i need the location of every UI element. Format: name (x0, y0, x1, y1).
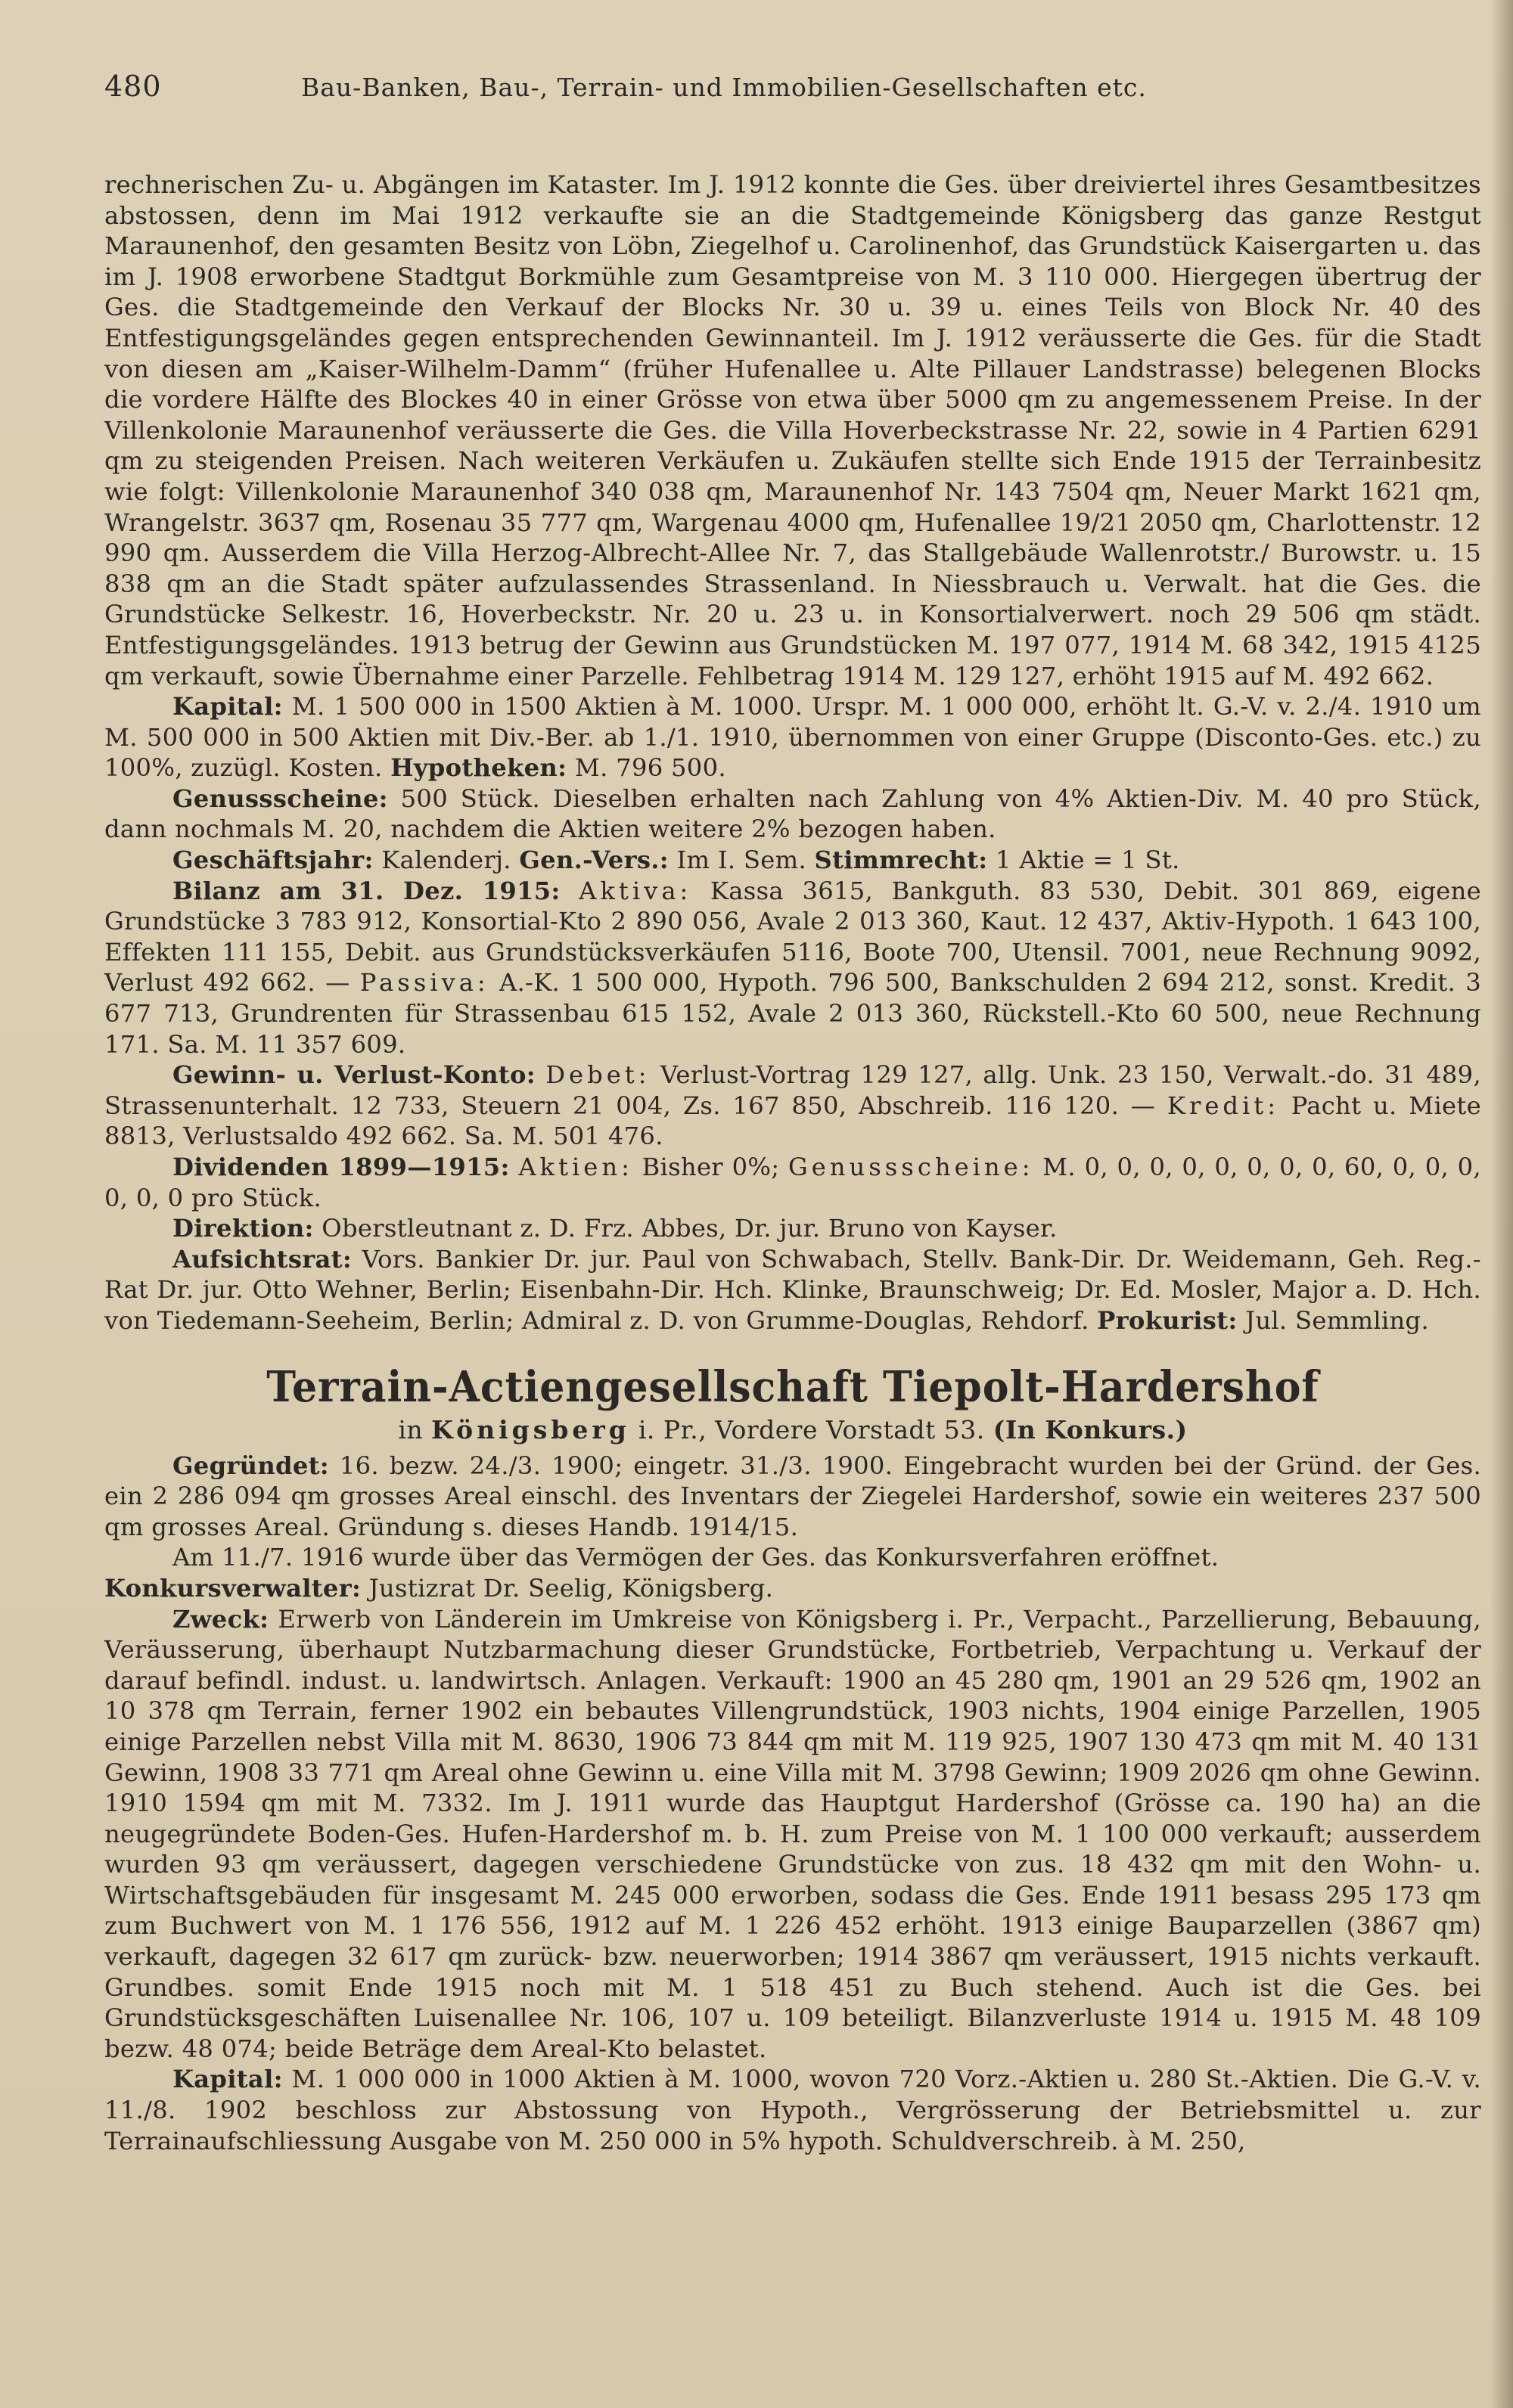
paragraph-dividenden: Dividenden 1899—1915: Aktien: Bisher 0%; Genussscheine: M. 0, 0, 0, 0, 0, 0, 0, 0, 60, 0, 0, 0, 0, 0, 0 pro Stück. (104, 1153, 1481, 1212)
paragraph-gewinn-verlust: Gewinn- u. Verlust-Konto: Debet: Verlust-Vortrag 129 127, allg. Unk. 23 150, Verwalt.-do. 31 489, Strassenunterhalt. 12 733, Steuern 21 004, Zs. 167 850, Abschreib. 116 120. — Kredit: Pacht u. Miete 8813, Verlustsaldo 492 662. Sa. M. 501 476. (104, 1060, 1481, 1151)
section-previous-company (104, 169, 1481, 1336)
page-header (104, 70, 1481, 115)
paragraph-konkurs: Am 11./7. 1916 wurde über das Vermögen der Ges. das Konkursverfahren eröffnet. (172, 1543, 1219, 1572)
page-number: 480 (104, 70, 162, 103)
running-head: Bau-Banken, Bau-, Terrain- und Immobilien-Gesellschaften etc. (301, 73, 1147, 102)
paragraph-zweck: Zweck: Erwerb von Länderein im Umkreise von Königsberg i. Pr., Verpacht., Parzellierung, Bebauung, Veräusserung, überhaupt Nutzbarmachung dieser Grundstücke, Fortbetrieb, Verpachtung u. Verkauf der darauf befindl. indust. u. landwirtsch. Anlagen. Verkauft: 1900 an 45 280 qm, 1901 an 29 526 qm, 1902 an 10 378 qm Terrain, ferner 1902 ein bebautes Villengrundstück, 1903 nichts, 1904 einige Parzellen, 1905 einige Parzellen nebst Villa mit M. 8630, 1906 73 844 qm mit M. 119 925, 1907 130 473 qm mit M. 40 131 Gewinn, 1908 33 771 qm Areal ohne Gewinn u. eine Villa mit M. 3798 Gewinn; 1909 2026 qm ohne Gewinn. 1910 1594 qm mit M. 7332. Im J. 1911 wurde das Hauptgut Hardershof (Grösse ca. 190 ha) an die neugegründete Boden-Ges. Hufen-Hardershof m. b. H. zum Preise von M. 1 100 000 verkauft; ausserdem wurden 93 qm veräussert, dagegen verschiedene Grundstücke von zus. 18 432 qm mit den Wohn- u. Wirtschaftsgebäuden für insgesamt M. 245 000 erworben, sodass die Ges. Ende 1911 besass 295 173 qm zum Buchwert von M. 1 176 556, 1912 auf M. 1 226 452 erhöht. 1913 einige Bauparzellen (3867 qm) verkauft, dagegen 32 617 qm zurück- bzw. neuerworben; 1914 3867 qm veräussert, 1915 nichts verkauft. Grundbes. somit Ende 1915 noch mit M. 1 518 451 zu Buch stehend. Auch ist die Ges. bei Grundstücksgeschäften Luisenallee Nr. 106, 107 u. 109 beteiligt. Bilanzverluste 1914 u. 1915 M. 48 109 bezw. 48 074; beide Beträge dem Areal-Kto belastet. (104, 1604, 1481, 2063)
paragraph-gegruendet: Gegründet: 16. bezw. 24./3. 1900; eingetr. 31./3. 1900. Eingebracht wurden bei der Gründ. der Ges. ein 2 286 094 qm grosses Areal einschl. des Inventars der Ziegelei Hardershof, sowie ein weiteres 237 500 qm grosses Areal. Gründung s. dieses Handb. 1914/15. (104, 1451, 1481, 1541)
paragraph-geschaeftsjahr: Geschäftsjahr: Kalenderj. Gen.-Vers.: Im I. Sem. Stimmrecht: 1 Aktie = 1 St. (172, 846, 1180, 875)
paragraph-aufsichtsrat: Aufsichtsrat: Vors. Bankier Dr. jur. Paul von Schwabach, Stellv. Bank-Dir. Dr. Weidemann, Geh. Reg.-Rat Dr. jur. Otto Wehner, Berlin; Eisenbahn-Dir. Hch. Klinke, Braunschweig; Dr. Ed. Mosler, Major a. D. Hch. von Tiedemann-Seeheim, Berlin; Admiral z. D. von Grumme-Douglas, Rehdorf. Prokurist: Jul. Semmling. (104, 1244, 1481, 1335)
company-title: Terrain-Actiengesellschaft Tiepolt-Hardershof (266, 1361, 1319, 1412)
page-content (104, 70, 1481, 2156)
paragraph-konkursverwalter: Konkursverwalter: Justizrat Dr. Seelig, Königsberg. (104, 1573, 774, 1603)
company-subtitle: in Königsberg i. Pr., Vordere Vorstadt 53. (In Konkurs.) (398, 1414, 1188, 1444)
section-tiepolt-hardershof (104, 1362, 1481, 2157)
paragraph-genussscheine: Genussscheine: 500 Stück. Dieselben erhalten nach Zahlung von 4% Aktien-Div. M. 40 pro Stück, dann nochmals M. 20, nachdem die Aktien weitere 2% bezogen haben. (104, 784, 1481, 844)
paragraph-kapital-2: Kapital: M. 1 000 000 in 1000 Aktien à M. 1000, wovon 720 Vorz.-Aktien u. 280 St.-Aktien. Die G.-V. v. 11./8. 1902 beschloss zur Abstossung von Hypoth., Vergrösserung der Betriebsmittel u. zur Terrainaufschliessung Ausgabe von M. 250 000 in 5% hypoth. Schuldverschreib. à M. 250, (104, 2065, 1481, 2155)
paragraph-kapital: Kapital: M. 1 500 000 in 1500 Aktien à M. 1000. Urspr. M. 1 000 000, erhöht lt. G.-V. v. 2./4. 1910 um M. 500 000 in 500 Aktien mit Div.-Ber. ab 1./1. 1910, übernommen von einer Gruppe (Disconto-Ges. etc.) zu 100%, zuzügl. Kosten. Hypotheken: M. 796 500. (104, 692, 1481, 783)
paragraph-direktion: Direktion: Oberstleutnant z. D. Frz. Abbes, Dr. jur. Bruno von Kayser. (172, 1214, 1058, 1243)
paragraph-terrain-sales: rechnerischen Zu- u. Abgängen im Kataster. Im J. 1912 konnte die Ges. über dreiviertel ihres Gesamtbesitzes abstossen, denn im Mai 1912 verkaufte sie an die Stadtgemeinde Königsberg das ganze Restgut Maraunenhof, den gesamten Besitz von Löbn, Ziegelhof u. Carolinenhof, das Grundstück Kaisergarten u. das im J. 1908 erworbene Stadtgut Borkmühle zum Gesamtpreise von M. 3 110 000. Hiergegen übertrug der Ges. die Stadtgemeinde den Verkauf der Blocks Nr. 30 u. 39 u. eines Teils von Block Nr. 40 des Entfestigungsgeländes gegen entsprechenden Gewinnanteil. Im J. 1912 veräusserte die Ges. für die Stadt von diesen am „Kaiser-Wilhelm-Damm“ (früher Hufenallee u. Alte Pillauer Landstrasse) belegenen Blocks die vordere Hälfte des Blockes 40 in einer Grösse von etwa über 5000 qm zu angemessenem Preise. In der Villenkolonie Maraunenhof veräusserte die Ges. die Villa Hoverbeckstrasse Nr. 22, sowie in 4 Partien 6291 qm zu steigenden Preisen. Nach weiteren Verkäufen u. Zukäufen stellte sich Ende 1915 der Terrainbesitz wie folgt: Villenkolonie Maraunenhof 340 038 qm, Maraunenhof Nr. 143 7504 qm, Neuer Markt 1621 qm, Wrangelstr. 3637 qm, Rosenau 35 777 qm, Wargenau 4000 qm, Hufenallee 19/21 2050 qm, Charlottenstr. 12 990 qm. Ausserdem die Villa Herzog-Albrecht-Allee Nr. 7, das Stallgebäude Wallenrotstr./ Burowstr. u. 15 838 qm an die Stadt später aufzulassendes Strassenland. In Niessbrauch u. Verwalt. hat die Ges. die Grundstücke Selkestr. 16, Hoverbeckstr. Nr. 20 u. 23 u. in Konsortialverwert. noch 29 506 qm städt. Entfestigungsgeländes. 1913 betrug der Gewinn aus Grundstücken M. 197 077, 1914 M. 68 342, 1915 4125 qm verkauft, sowie Übernahme einer Parzelle. Fehlbetrag 1914 M. 129 127, erhöht 1915 auf M. 492 662. (104, 170, 1481, 690)
paragraph-bilanz: Bilanz am 31. Dez. 1915: Aktiva: Kassa 3615, Bankguth. 83 530, Debit. 301 869, eigene Grundstücke 3 783 912, Konsortial-Kto 2 890 056, Avale 2 013 360, Kaut. 12 437, Aktiv-Hypoth. 1 643 100, Effekten 111 155, Debit. aus Grundstücksverkäufen 5116, Boote 700, Utensil. 7001, neue Rechnung 9092, Verlust 492 662. — Passiva: A.-K. 1 500 000, Hypoth. 796 500, Bankschulden 2 694 212, sonst. Kredit. 3 677 713, Grundrenten für Strassenbau 615 152, Avale 2 013 360, Rückstell.-Kto 60 500, neue Rechnung 171. Sa. M. 11 357 609. (104, 876, 1481, 1059)
